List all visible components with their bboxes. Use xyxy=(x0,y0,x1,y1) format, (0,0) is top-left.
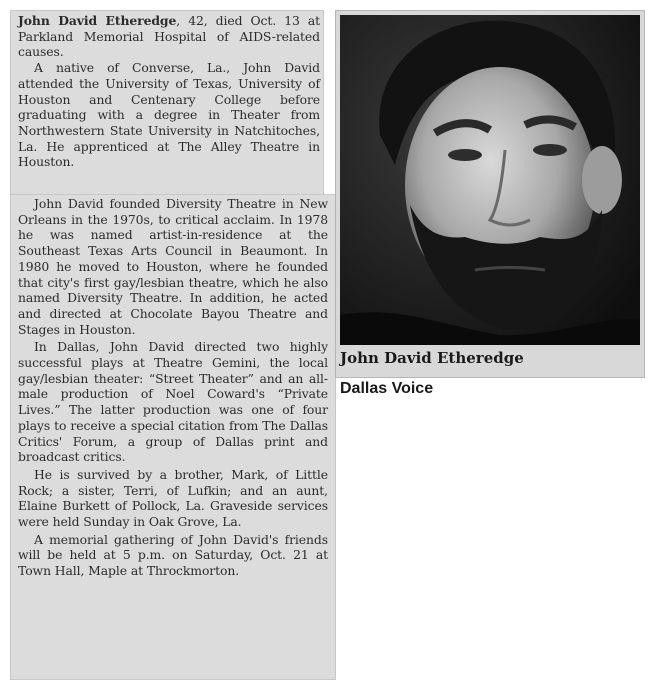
paragraph-1-text: , 42, died Oct. 13 at Parkland Memorial Hospital of AIDS-related causes. xyxy=(18,13,320,60)
paragraph-3: John David founded Diversity Theatre in New Orleans in the 1970s, to critical acclaim. In 1978 he was named artist-in-residence at the Southeast Texas Arts Council in Beaumont. In 1980 he moved to Houston, where he founded that city's first gay/lesbian theatre, which he also named Diversity Theatre. In addition, he acted and directed at Chocolate Bayou Theatre and Stages in Houston. xyxy=(18,196,328,337)
publication-source: Dallas Voice xyxy=(340,380,434,397)
obituary-article xyxy=(18,13,320,170)
paragraph-6: A memorial gathering of John David's friends will be held at 5 p.m. on Saturday, Oct. 21 at Town Hall, Maple at Throckmorton. xyxy=(18,531,328,579)
portrait-photo xyxy=(340,15,640,345)
paragraph-1 xyxy=(18,13,320,60)
photo-caption: John David Etheredge xyxy=(340,349,524,367)
paragraph-4: In Dallas, John David directed two highly successful plays at Theatre Gemini, the local gay/lesbian theater: “Street Theater” and an all-male production of Noel Coward's “Private Lives.” The latter production was one of four plays to receive a special citation from The Dallas Critics' Forum, a group of Dallas print and broadcast critics. xyxy=(18,339,328,465)
portrait-image xyxy=(340,15,640,345)
deceased-name: John David Etheredge xyxy=(18,13,177,28)
paragraph-5: He is survived by a brother, Mark, of Little Rock; a sister, Terri, of Lufkin; and an aunt, Elaine Burkett of Pollock, La. Graveside services were held Sunday in Oak Grove, La. xyxy=(18,466,328,530)
obituary-article-continued xyxy=(18,196,328,579)
paragraph-2: A native of Converse, La., John David attended the University of Texas, University of Houston and Centenary College before graduating with a degree in Theater from Northwestern State University in Natchitoches, La. He apprenticed at The Alley Theatre in Houston. xyxy=(18,60,320,170)
portrait-clipping xyxy=(335,10,645,378)
